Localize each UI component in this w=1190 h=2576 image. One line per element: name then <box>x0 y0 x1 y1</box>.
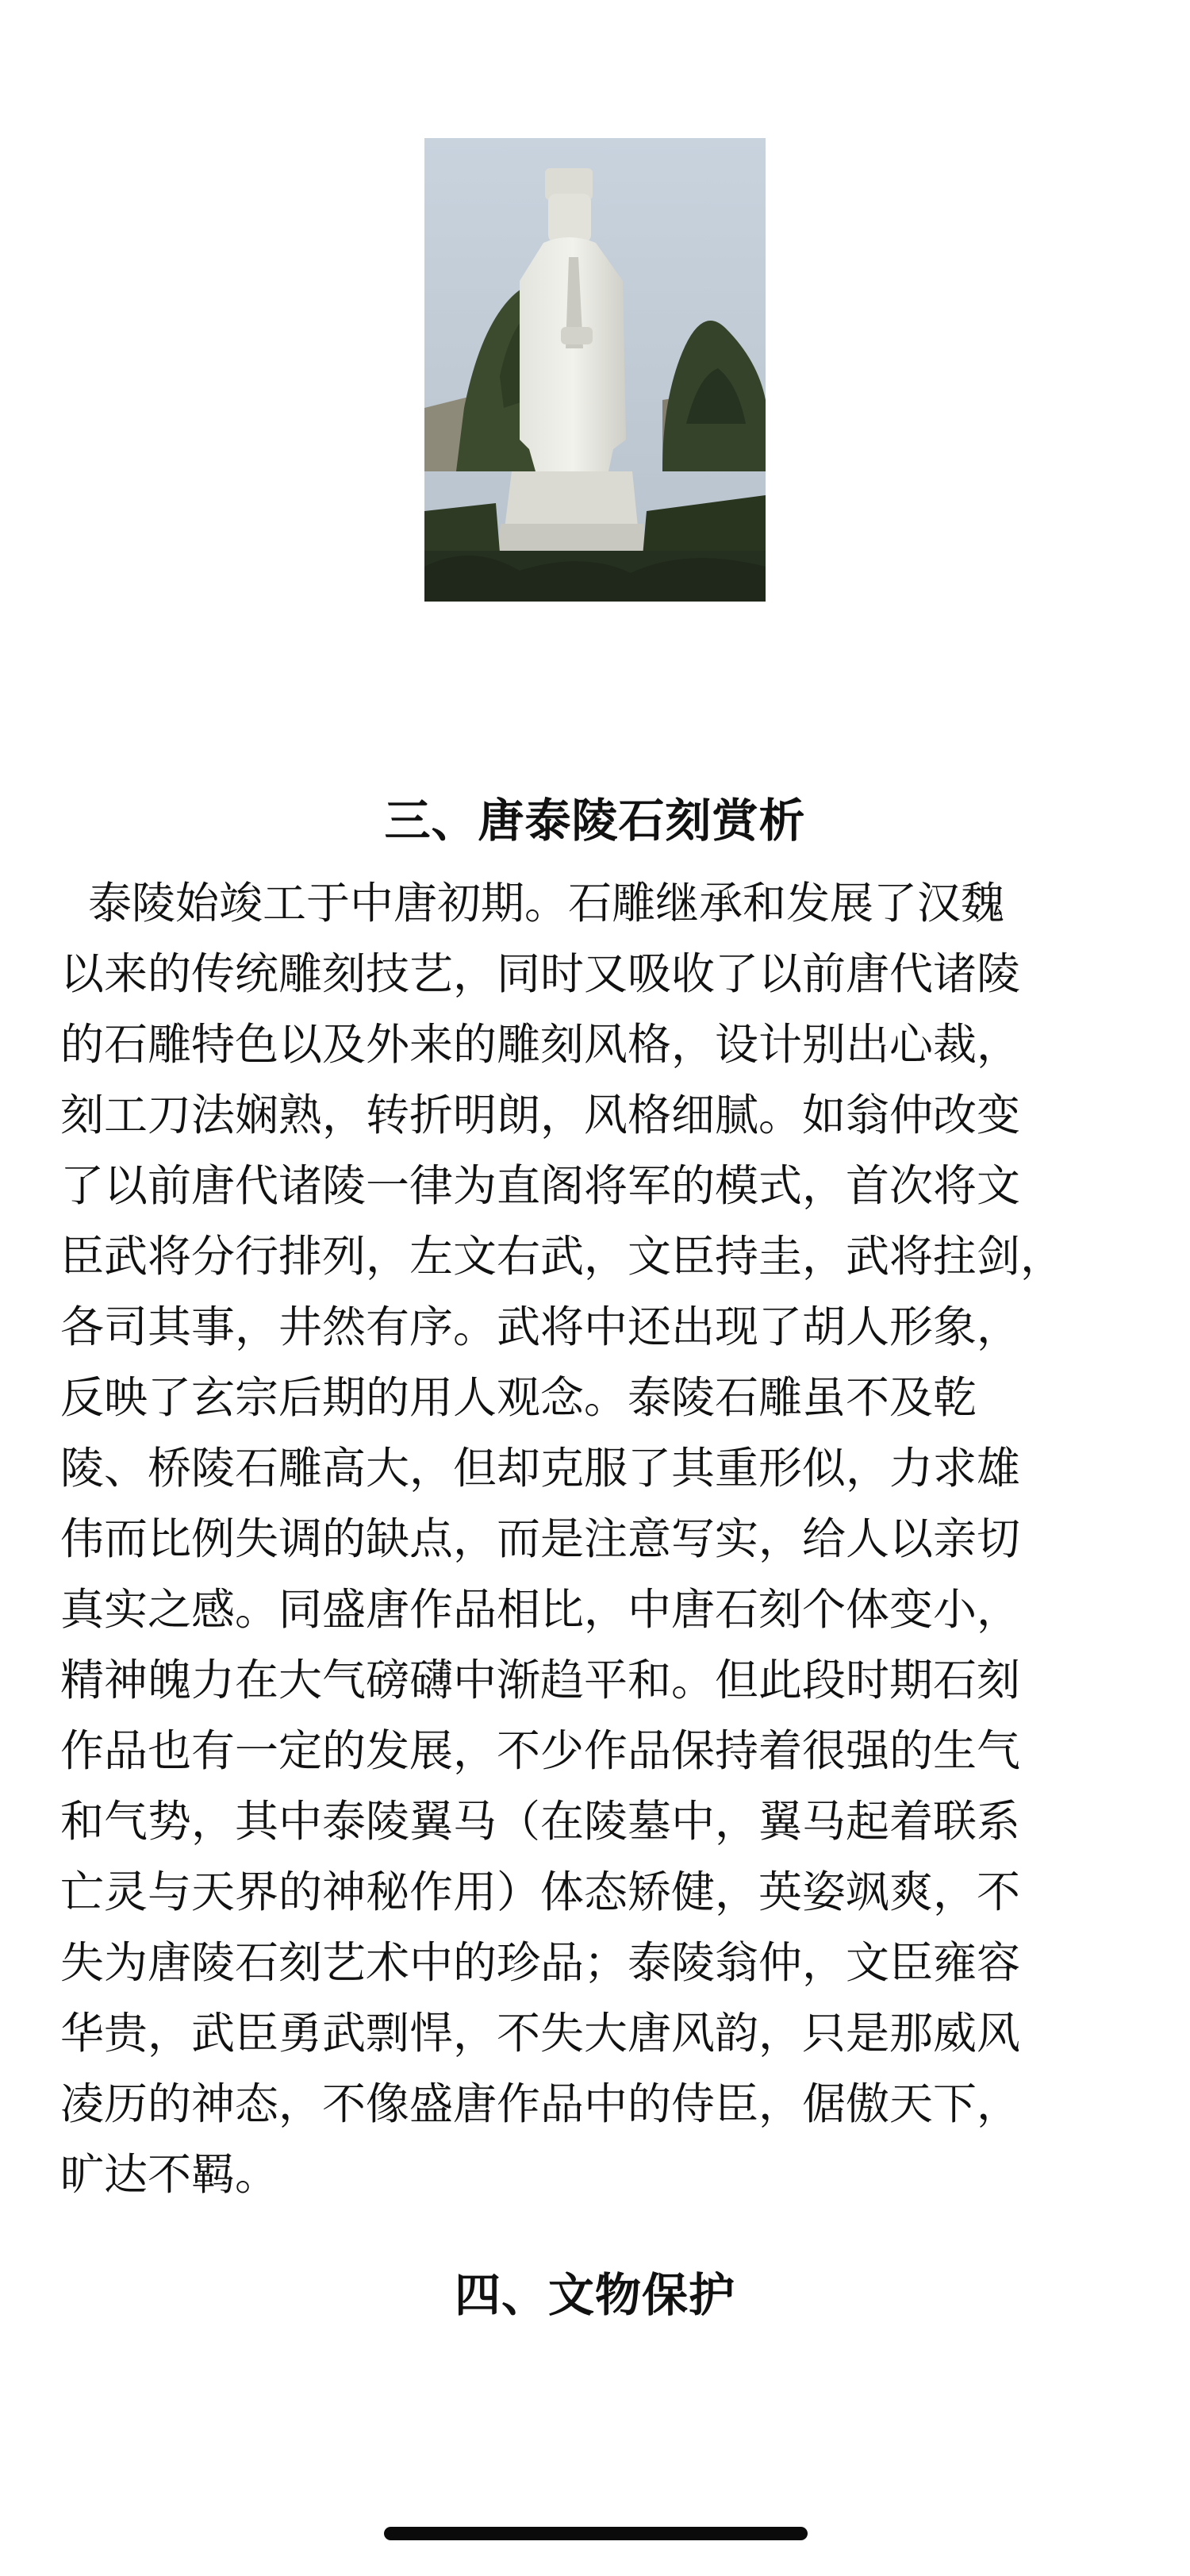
paragraph-line: 了以前唐代诸陵一律为直阁将军的模式，首次将文 <box>60 1160 1021 1211</box>
article-paragraph <box>60 868 1141 2210</box>
statue-image <box>424 138 766 602</box>
paragraph-line: 刻工刀法娴熟，转折明朗，风格细腻。如翁仲改变 <box>60 1090 1021 1140</box>
paragraph-line: 陵、桥陵石雕高大，但却克服了其重形似，力求雄 <box>60 1443 1021 1494</box>
paragraph-line: 真实之感。同盛唐作品相比，中唐石刻个体变小， <box>60 1584 1021 1635</box>
paragraph-line: 反映了玄宗后期的用人观念。泰陵石雕虽不及乾 <box>60 1372 977 1423</box>
paragraph-line: 伟而比例失调的缺点，而是注意写实，给人以亲切 <box>60 1513 1021 1564</box>
paragraph-line: 以来的传统雕刻技艺，同时又吸收了以前唐代诸陵 <box>60 948 1021 999</box>
paragraph-line: 失为唐陵石刻艺术中的珍品；泰陵翁仲，文臣雍容 <box>60 1937 1021 1988</box>
home-indicator[interactable] <box>384 2527 808 2540</box>
paragraph-line: 和气势，其中泰陵翼马（在陵墓中，翼马起着联系 <box>60 1796 1021 1847</box>
paragraph-line: 精神魄力在大气磅礴中渐趋平和。但此段时期石刻 <box>60 1655 1021 1705</box>
paragraph-line: 亡灵与天界的神秘作用）体态矫健，英姿飒爽，不 <box>60 1867 1021 1917</box>
paragraph-line: 泰陵始竣工于中唐初期。石雕继承和发展了汉魏 <box>60 878 1004 929</box>
section-heading-4: 四、文物保护 <box>454 2268 735 2322</box>
paragraph-line: 各司其事，井然有序。武将中还出现了胡人形象， <box>60 1301 1021 1352</box>
paragraph-line: 华贵，武臣勇武剽悍，不失大唐风韵，只是那威风 <box>60 2008 1021 2059</box>
stone-statue-photo <box>424 138 766 602</box>
section-heading-3: 三、唐泰陵石刻赏析 <box>384 794 806 848</box>
paragraph-line: 凌历的神态，不像盛唐作品中的侍臣，倨傲天下， <box>60 2078 1021 2129</box>
paragraph-line: 作品也有一定的发展，不少作品保持着很强的生气 <box>60 1725 1021 1776</box>
paragraph-line: 的石雕特色以及外来的雕刻风格，设计别出心裁， <box>60 1019 1021 1070</box>
paragraph-line: 旷达不羁。 <box>60 2149 279 2200</box>
paragraph-line: 臣武将分行排列，左文右武，文臣持圭，武将拄剑， <box>60 1231 1065 1282</box>
